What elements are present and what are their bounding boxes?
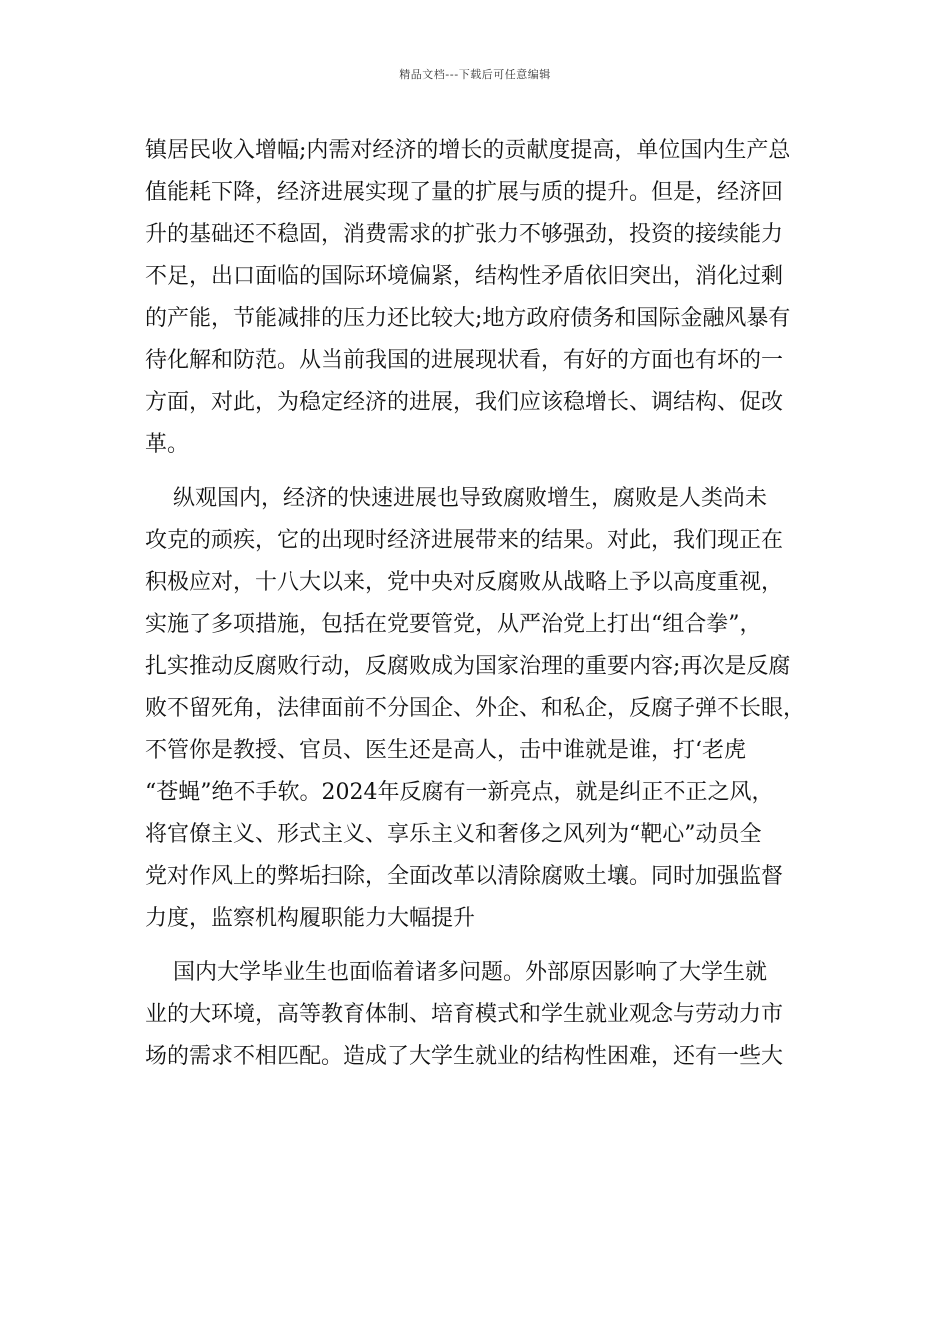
text-line: 纵观国内，经济的快速进展也导致腐败增生，腐败是人类尚未: [145, 486, 767, 511]
text-line: 的产能，节能减排的压力还比较大;地方政府债务和国际金融风暴有: [145, 306, 791, 331]
text-line: 党对作风上的弊垢扫除，全面改革以清除腐败土壤。同时加强监督: [145, 864, 784, 889]
text-line: 败不留死角，法律面前不分国企、外企、和私企，反腐子弹不长眼，: [145, 696, 806, 721]
document-body: [145, 130, 810, 1078]
paragraph-anticorruption: [145, 478, 810, 940]
text-line: 场的需求不相匹配。造成了大学生就业的结构性困难，还有一些大: [145, 1044, 784, 1069]
text-line: 国内大学毕业生也面临着诸多问题。外部原因影响了大学生就: [145, 960, 767, 985]
text-line: 镇居民收入增幅;内需对经济的增长的贡献度提高，单位国内生产总: [145, 138, 791, 163]
text-line: 不管你是教授、官员、医生还是高人，击中谁就是谁，打‘老虎: [145, 738, 746, 763]
text-line: 将官僚主义、形式主义、享乐主义和奢侈之风列为“靶心”动员全: [145, 822, 762, 847]
text-line: 积极应对，十八大以来，党中央对反腐败从战略上予以高度重视，: [145, 570, 784, 595]
text-line: 实施了多项措施，包括在党要管党，从严治党上打出“组合拳”，: [145, 612, 762, 637]
paragraph-economy: [145, 130, 810, 466]
text-line: 革。: [145, 432, 190, 457]
text-line: 不足，出口面临的国际环境偏紧，结构性矛盾依旧突出，消化过剩: [145, 264, 784, 289]
text-line: 扎实推动反腐败行动，反腐败成为国家治理的重要内容;再次是反腐: [145, 654, 791, 679]
text-line: 业的大环境，高等教育体制、培育模式和学生就业观念与劳动力市: [145, 1002, 784, 1027]
paragraph-graduates: [145, 952, 810, 1078]
text-line: 升的基础还不稳固，消费需求的扩张力不够强劲，投资的接续能力: [145, 222, 784, 247]
paragraph-gap: [145, 940, 810, 952]
text-line: 攻克的顽疾，它的出现时经济进展带来的结果。对此，我们现正在: [145, 528, 784, 553]
text-line: 待化解和防范。从当前我国的进展现状看，有好的方面也有坏的一: [145, 348, 784, 373]
paragraph-gap: [145, 466, 810, 478]
text-line: 方面，对此，为稳定经济的进展，我们应该稳增长、调结构、促改: [145, 390, 784, 415]
text-line: 值能耗下降，经济进展实现了量的扩展与质的提升。但是，经济回: [145, 180, 784, 205]
text-line: 力度，监察机构履职能力大幅提升: [145, 906, 476, 931]
page-header: 精品文档---下载后可任意编辑: [399, 68, 551, 81]
text-line: “苍蝇”绝不手软。2024年反腐有一新亮点，就是纠正不正之风，: [145, 780, 774, 805]
